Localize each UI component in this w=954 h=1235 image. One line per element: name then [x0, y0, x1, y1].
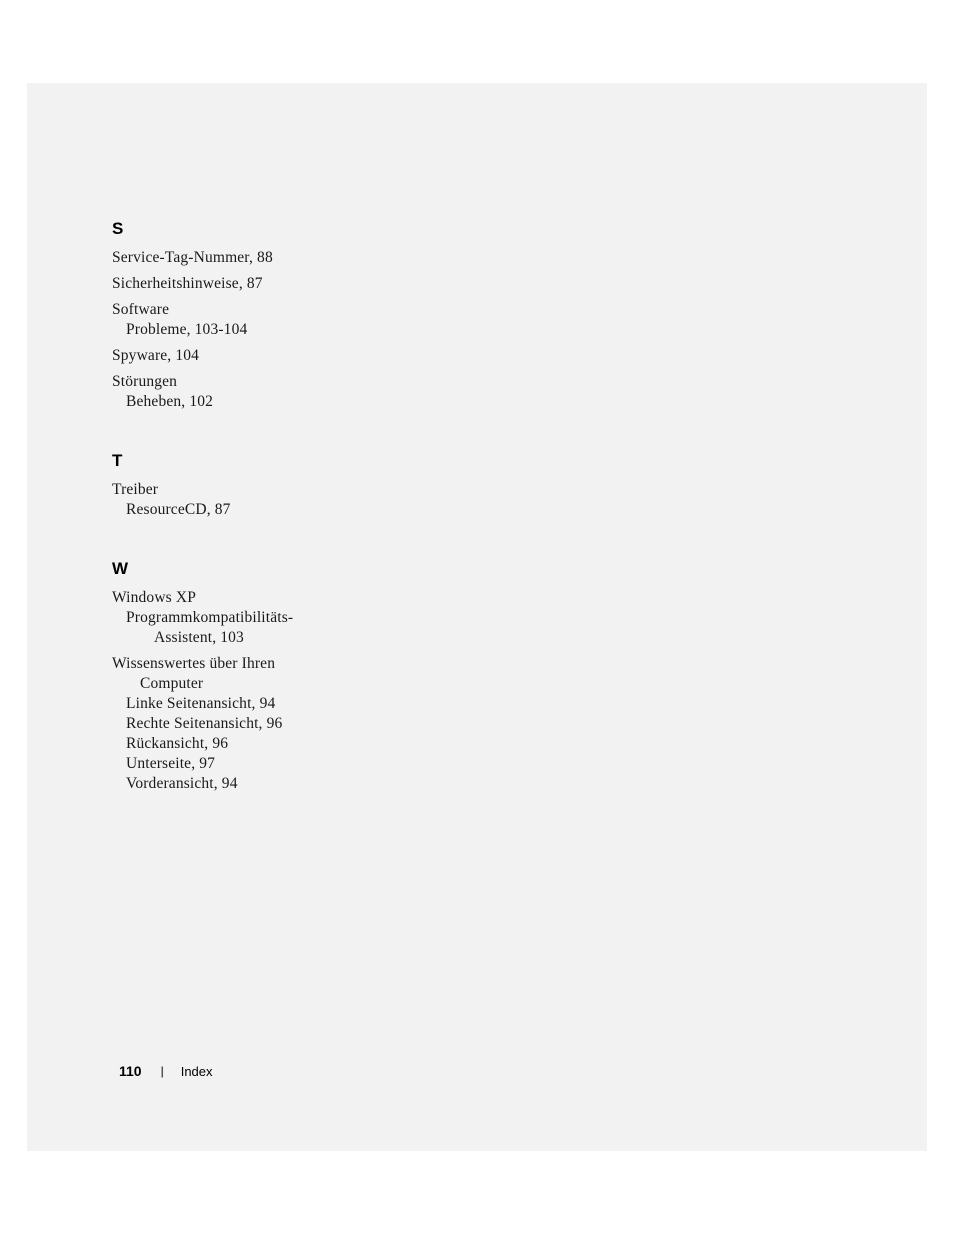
index-entry-term: Störungen	[112, 373, 178, 390]
index-entry	[112, 274, 372, 294]
index-entry-term: Sicherheitshinweise, 87	[112, 275, 263, 292]
index-entry-term: Spyware, 104	[112, 347, 200, 364]
index-subentry: Programmkompatibilitäts-	[126, 609, 294, 626]
index-entry-term: Computer	[140, 675, 204, 692]
index-entry	[112, 248, 372, 268]
index-section-t	[112, 450, 372, 520]
page-footer	[119, 1061, 213, 1081]
index-subentry: Rückansicht, 96	[126, 735, 229, 752]
index-entry	[112, 654, 372, 794]
index-entry	[112, 372, 372, 412]
index-entry-term: Treiber	[112, 481, 159, 498]
index-column	[112, 218, 372, 832]
index-entry	[112, 480, 372, 520]
index-subentry: Vorderansicht, 94	[126, 775, 238, 792]
index-subentry: ResourceCD, 87	[126, 501, 231, 518]
section-letter: S	[112, 219, 124, 238]
section-letter: W	[112, 559, 129, 578]
index-subentry: Beheben, 102	[126, 393, 214, 410]
index-entry-term: Windows XP	[112, 589, 196, 606]
index-entry	[112, 346, 372, 366]
footer-title: Index	[180, 1063, 213, 1079]
section-letter: T	[112, 451, 123, 470]
index-entry-term: Service-Tag-Nummer, 88	[112, 249, 273, 266]
index-subentry: Unterseite, 97	[126, 755, 216, 772]
index-subentry: Linke Seitenansicht, 94	[126, 695, 276, 712]
index-section-s	[112, 218, 372, 412]
index-entry	[112, 300, 372, 340]
index-subentry: Rechte Seitenansicht, 96	[126, 715, 283, 732]
footer-separator: |	[160, 1064, 164, 1078]
index-section-w	[112, 558, 372, 794]
index-entry	[112, 588, 372, 648]
index-entry-term: Wissenswertes über Ihren	[112, 655, 276, 672]
index-subentry: Assistent, 103	[154, 629, 244, 646]
page-number: 110	[119, 1063, 142, 1079]
index-subentry: Probleme, 103-104	[126, 321, 248, 338]
index-entry-term: Software	[112, 301, 170, 318]
